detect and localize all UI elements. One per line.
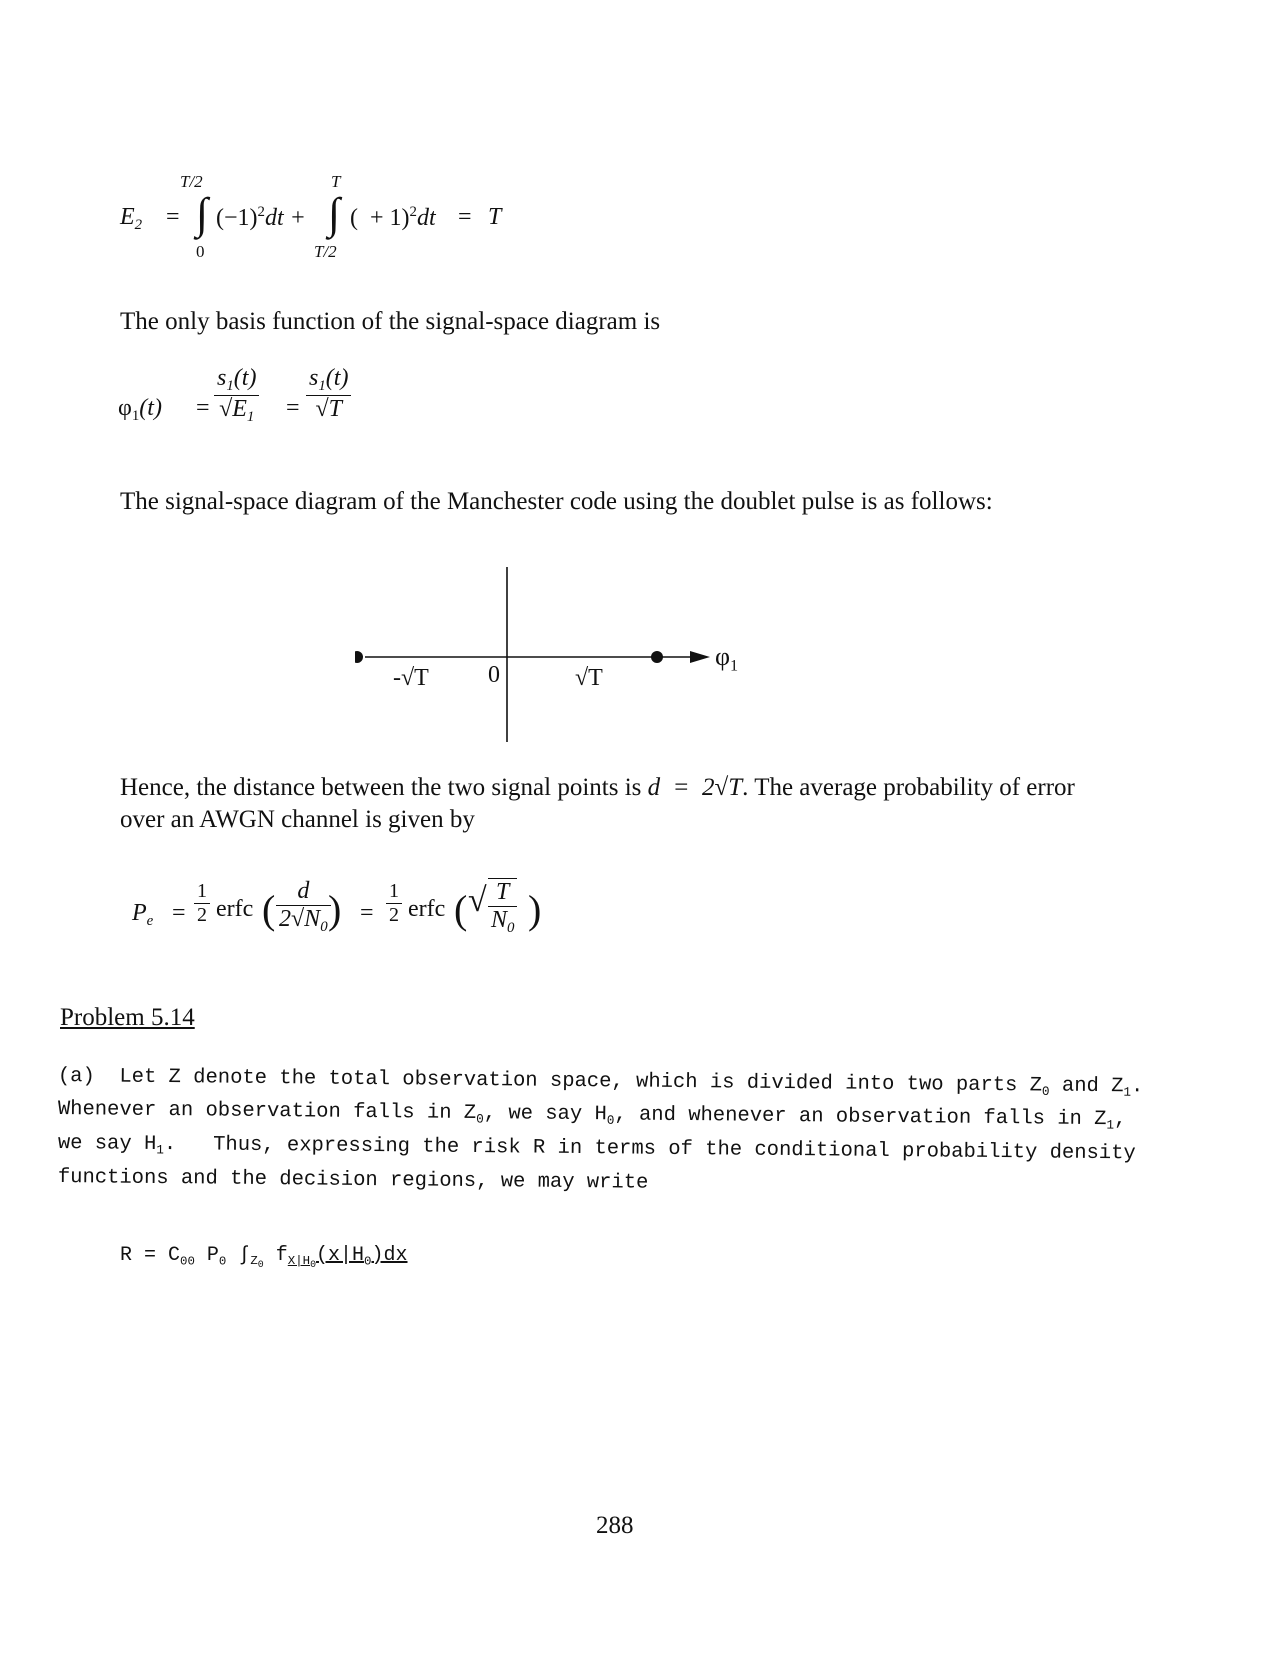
diagram-svg: [355, 562, 775, 747]
e2-int1-upper: T/2: [180, 172, 203, 191]
pe-arg-1: $\frac{d}{2√N_0}$: [276, 878, 331, 936]
pe-eq1: =: [172, 900, 186, 926]
distance-expression: d = 2√T: [647, 774, 743, 801]
right-point-label: √T: [575, 665, 603, 691]
pe-paren-left-1: (: [262, 887, 276, 932]
axis-arrowhead: [690, 651, 710, 663]
problem-a-line1: (a) Let Z denote the total observation space, which is divided into two parts $Z_0$ and $Z_1$.: [57, 1065, 1144, 1100]
pe-lhs: $P_e$: [132, 900, 154, 930]
signal-point-negative: [355, 651, 363, 663]
pe-half-2: $\frac{1}{2}$: [386, 880, 402, 927]
e2-rhs: T: [488, 204, 502, 230]
phi-lhs: $\varphi_1(t)$: [118, 395, 162, 425]
para-basis: The only basis function of the signal-space diagram is: [120, 308, 661, 335]
origin-label: 0: [488, 662, 500, 688]
pe-paren-left-2: (: [454, 887, 468, 932]
e2-int1-lower: 0: [196, 242, 205, 261]
e2-int2-upper: T: [331, 172, 341, 191]
pe-arg-2: $\frac{T}{N_0}$: [488, 878, 517, 937]
page-number: 288: [596, 1512, 634, 1539]
pe-erfc-2: erfc: [408, 896, 446, 922]
pe-eq2: =: [360, 900, 374, 926]
e2-lhs: $E_2$: [120, 204, 143, 234]
problem-a-line4: functions and the decision regions, we may write: [57, 1166, 649, 1195]
pe-erfc-1: erfc: [216, 896, 254, 922]
e2-int1-body: $(-1)^2dt$ +: [216, 204, 306, 231]
pe-half-1: $\frac{1}{2}$: [194, 880, 210, 927]
e2-eq2: =: [458, 204, 472, 230]
problem-a-line2: Whenever an observation falls in $Z_0$, we say $H_0$, and whenever an observation falls in $Z_1$,: [57, 1098, 1127, 1133]
phi-eq1: =: [196, 395, 210, 421]
para-diagram: The signal-space diagram of the Manchester code using the doublet pulse is as follows:: [120, 488, 993, 515]
problem-heading: Problem 5.14: [60, 1004, 195, 1031]
e2-integral-1: ∫: [196, 189, 209, 238]
left-point-label: -√T: [393, 665, 429, 691]
e2-integral-2: ∫: [328, 189, 341, 238]
equation-pe: [132, 878, 572, 958]
e2-int2-body: ( + 1)$^2$dt: [350, 204, 436, 231]
pe-paren-right-1: ): [328, 887, 342, 932]
para-distance-line2: over an AWGN channel is given by: [120, 806, 475, 833]
signal-point-positive: [651, 651, 663, 663]
equation-phi: [118, 365, 478, 455]
e2-eq1: =: [166, 204, 180, 230]
phi-frac-2: $\frac{s_1(t)}{√T}$: [306, 365, 351, 423]
pe-paren-right-2: ): [528, 887, 542, 932]
equation-r: $R = C_{00}$ $P_0$ $\int_{Z_0}$ $f_{X|H_0}(x|H_0)dx$: [120, 1244, 408, 1271]
phi-eq2: =: [286, 395, 300, 421]
e2-int2-lower: T/2: [314, 242, 337, 261]
equation-e2: [118, 172, 638, 262]
phi1-axis-label: $\varphi_1$: [715, 642, 739, 675]
phi-frac-1: $\frac{s_1(t)}{√E_1}$: [214, 365, 259, 426]
signal-space-diagram: [355, 562, 775, 747]
pe-sqrt-sign: √: [468, 882, 487, 919]
para-distance-line1: Hence, the distance between the two signal points is d = 2√T. The average probability of error: [120, 774, 1075, 801]
problem-a-line3: we say $H_1$. Thus, expressing the risk R in terms of the conditional probability density: [57, 1132, 1136, 1166]
